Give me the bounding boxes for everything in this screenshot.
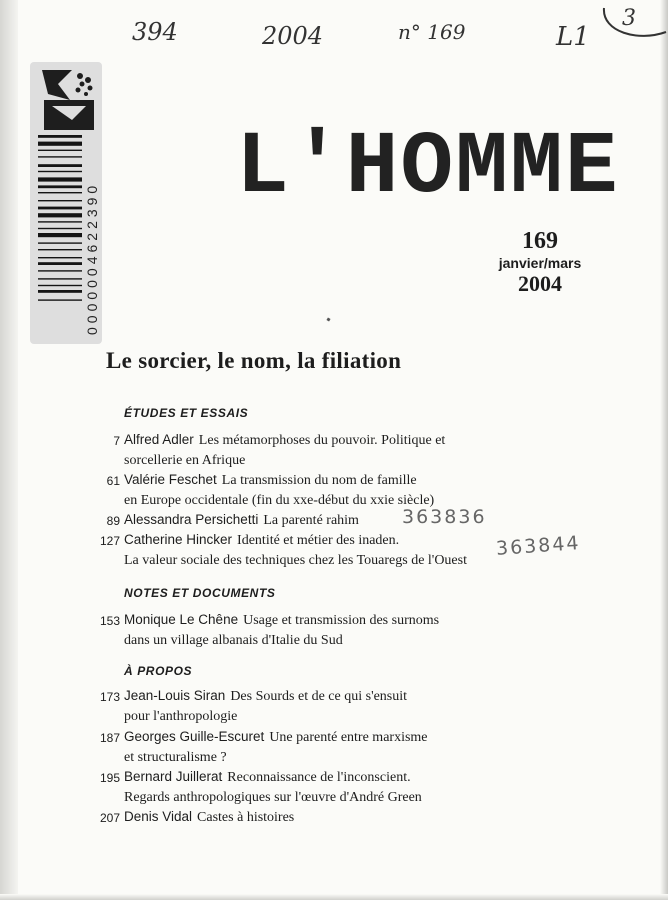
toc-title-line2: pour l'anthropologie [124,709,238,724]
toc-page: 89 [106,514,120,528]
handwritten-ref-issue: n° 169 [398,20,466,44]
barcode-bar [38,177,82,181]
section-heading: NOTES ET DOCUMENTS [124,586,276,600]
toc-author: Bernard Juillerat [124,769,223,784]
barcode-bar [38,278,82,279]
handwritten-ref-394: 394 [132,18,178,46]
barcode-bar [38,192,82,193]
toc-page: 7 [113,434,120,448]
toc-author: Alessandra Persichetti [124,512,259,527]
issue-number: 169 [522,228,558,254]
barcode-bar [38,299,82,300]
toc-author: Monique Le Chêne [124,612,239,627]
toc-title-line1: Usage et transmission des surnoms [243,613,440,628]
issue-year: 2004 [518,271,562,296]
toc-author: Alfred Adler [124,432,194,447]
toc-page: 153 [99,614,120,628]
handwritten-ref-year: 2004 [262,22,324,50]
handwritten-circle-mark [598,2,668,46]
handwritten-inventory-2: 363844 [495,532,582,560]
toc-title-line2: en Europe occidentale (fin du xxe-début du xxie siècle) [124,493,435,508]
page-edge-right [660,0,668,900]
barcode-bar [38,150,82,151]
barcode-bar [38,185,82,188]
toc-author: Jean-Louis Siran [124,688,226,703]
toc-title-line1: Les métamorphoses du pouvoir. Politique et [198,433,446,448]
barcode-bar [38,249,82,250]
barcode-number: 0000004622390 [84,181,100,335]
barcode-bar [38,142,82,146]
journal-title: L'HOMME [236,119,620,218]
toc-page: 173 [99,690,120,704]
issue-months: janvier/mars [498,255,582,271]
issue-info [480,228,600,297]
barcode-bar [38,207,82,210]
toc-title-line2: dans un village albanais d'Italie du Sud [124,633,343,648]
barcode-bar [38,262,82,265]
toc-author: Catherine Hincker [124,532,233,547]
toc-author: Georges Guille-Escuret [124,729,265,744]
toc-title-line2: Regards anthropologiques sur l'œuvre d'André Green [124,790,422,805]
barcode-bar [38,164,82,167]
barcode-bar [38,221,82,222]
barcode [38,135,82,335]
page-edge-left [0,0,18,900]
library-logo-icon [42,70,96,132]
handwritten-inventory-1: 363836 [402,506,487,528]
issue-theme: Le sorcier, le nom, la filiation [106,348,402,373]
toc-title-line1: Une parenté entre marxisme [269,730,428,745]
barcode-bar [38,233,82,237]
barcode-bar [38,285,82,286]
toc-author: Valérie Feschet [124,472,217,487]
toc-title-line1: Castes à histoires [197,810,295,825]
toc-title-line1: Identité et métier des inaden. [237,533,400,548]
toc-page: 127 [99,534,120,548]
toc-page: 61 [106,474,120,488]
toc-page: 195 [99,771,120,785]
section-heading: ÉTUDES ET ESSAIS [124,406,249,420]
barcode-bar [38,228,82,229]
toc-title-line1: La parenté rahim [263,513,359,528]
toc-title-line1: Reconnaissance de l'inconscient. [227,770,411,785]
toc-page: 187 [99,731,120,745]
toc-title-line2: sorcellerie en Afrique [124,453,246,468]
barcode-bar [38,242,82,243]
page-edge-bottom [0,894,668,900]
barcode-bar [38,200,82,201]
toc-page: 207 [99,811,120,825]
toc-author: Denis Vidal [124,809,193,824]
handwritten-ref-copy: 3 [622,6,636,31]
barcode-bar [38,257,82,258]
stray-mark [326,317,330,321]
toc-title-line2: et structuralisme ? [124,750,227,765]
barcode-bar [38,171,82,172]
barcode-bar [38,213,82,217]
toc-title-line1: Des Sourds et de ce qui s'ensuit [230,689,408,704]
handwritten-ref-shelf: L1 [556,22,590,52]
barcode-bar [38,270,82,271]
barcode-bar [38,290,82,293]
barcode-bar [38,156,82,157]
section-heading: À PROPOS [124,664,193,678]
toc-title-line1: La transmission du nom de famille [221,473,417,488]
toc-title-line2: La valeur sociale des techniques chez les Touaregs de l'Ouest [124,553,467,568]
barcode-bar [38,135,82,138]
